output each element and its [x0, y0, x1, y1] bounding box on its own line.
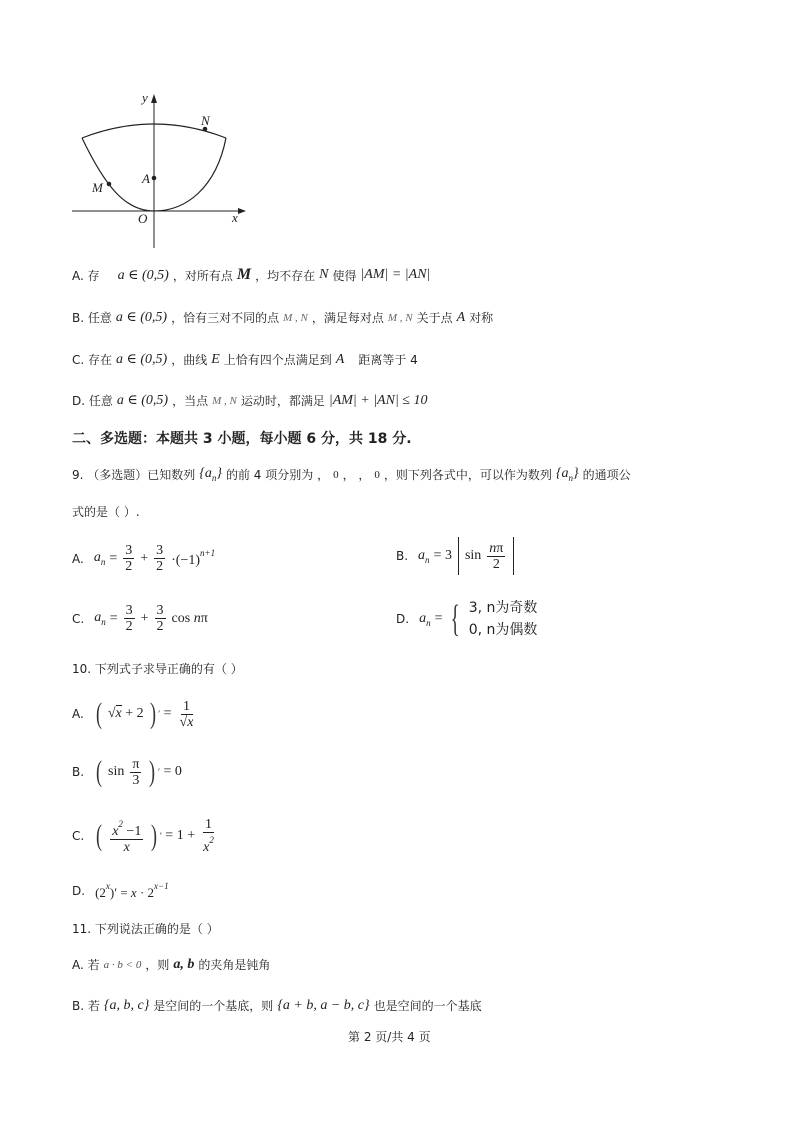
- option-text: ，满足每对点: [311, 311, 384, 325]
- seq-sub: n: [568, 473, 574, 483]
- q9-option-c: C. $a_n$ = $\frac{3}{2}$ + $\frac{3}{2}$ cos nπ: [72, 603, 208, 634]
- option-text: 距离等于 4: [358, 353, 418, 367]
- value-zero: 0: [374, 468, 380, 481]
- q9-stem-line2: 式的是（ ）.: [72, 505, 140, 519]
- option-text: 对称: [469, 311, 494, 325]
- q10-option-a: A. ( √x + 2 ) ′ = $\frac{1}{√x}$: [72, 697, 194, 730]
- math-expr: {a, b, c}: [103, 997, 150, 1013]
- question-text: 的通项公: [582, 468, 631, 482]
- option-text: 上恰有四个点满足到: [223, 353, 332, 367]
- option-label: A. 若: [72, 958, 100, 972]
- math-expr: a ∈ (0,5): [115, 310, 168, 325]
- math-expr: A: [456, 309, 466, 325]
- page-footer: 第 2 页/共 4 页: [348, 1030, 431, 1044]
- option-text: 运动时，都满足: [240, 394, 325, 408]
- option-label: B. 若: [72, 999, 100, 1013]
- q9-option-a: A. $a_n$ = $\frac{3}{2}$ + $\frac{3}{2}$ $\cdot(-1)^{n+1}$: [72, 543, 216, 574]
- math-expr: a ∈ (0,5): [116, 393, 169, 408]
- math-expr: |AM| = |AN|: [360, 267, 431, 282]
- math-expr: a ∈ (0,5): [117, 267, 169, 283]
- question-text: ，则下列各式中，可以作为数列: [383, 468, 552, 482]
- math-expr: {a + b, a − b, c}: [277, 997, 370, 1013]
- q11-title: 11. 下列说法正确的是（ ）: [72, 922, 219, 936]
- math-expr: a ∈ (0,5): [116, 352, 168, 367]
- math-expr: E: [211, 351, 220, 367]
- x-axis-arrow-icon: [238, 208, 246, 214]
- seq-open: {a: [555, 466, 569, 481]
- q8-option-b: [72, 309, 493, 326]
- sequence-notation: [556, 466, 579, 483]
- seq-open: {a: [199, 466, 212, 481]
- q8-option-c: [72, 351, 418, 368]
- option-label: C.: [72, 611, 85, 626]
- sequence-notation: [199, 466, 222, 483]
- option-text: 是空间的一个基底，则: [153, 999, 274, 1013]
- option-label: B.: [72, 765, 85, 779]
- option-label: D. 任意: [72, 394, 113, 408]
- value-zero: 0: [333, 468, 339, 481]
- option-label: A.: [72, 707, 84, 721]
- origin-label: O: [138, 211, 148, 226]
- q10-title: 10. 下列式子求导正确的有（ ）: [72, 662, 243, 676]
- seq-close: }: [573, 466, 579, 481]
- case-even: 0, n为偶数: [468, 622, 538, 638]
- q9-option-b: B. $a_n$ = 3 sin $\frac{n\pi}{2}$: [396, 537, 516, 575]
- q10-option-c: C. ( $\frac{x^2 -1}{x}$ ) ′ = 1 + $\frac{1}{x^2}$: [72, 817, 214, 855]
- point-m-label: M: [92, 180, 103, 195]
- option-label: C. 存在: [72, 353, 113, 367]
- point-a-dot: [152, 176, 157, 181]
- x-axis-label: x: [232, 210, 238, 225]
- math-expr: |AM| + |AN| ≤ 10: [328, 392, 428, 408]
- option-text: ，则: [145, 958, 170, 972]
- q9-stem-line1: [72, 466, 631, 483]
- math-expr: a · b < 0: [103, 958, 142, 971]
- y-axis-arrow-icon: [151, 94, 157, 103]
- point-a-label: A: [142, 171, 150, 186]
- option-label: D.: [72, 884, 86, 898]
- option-text: ，曲线: [171, 353, 208, 367]
- option-label: D.: [396, 612, 410, 626]
- math-expr: M , N: [212, 394, 237, 407]
- option-label: B. 任意: [72, 311, 112, 325]
- option-label: A. 存: [72, 268, 100, 283]
- seq-sub: n: [211, 473, 217, 483]
- question-text: 的前 4 项分别为 ，: [225, 468, 330, 482]
- option-text: ，对所有点: [172, 268, 233, 283]
- math-expr: a, b: [173, 956, 195, 972]
- option-text: ，当点: [172, 394, 209, 408]
- q10-option-d: D. $(2^x)' = x \cdot 2^{x-1}$: [72, 881, 169, 900]
- option-text: 的夹角是钝角: [198, 958, 271, 972]
- q9-option-d: D. $a_n$ = { 3, n为奇数 0, n为偶数: [396, 598, 538, 640]
- option-label: B.: [396, 549, 409, 563]
- curve-figure: [66, 88, 256, 258]
- math-expr: N: [319, 267, 329, 282]
- point-n-label: N: [201, 113, 210, 128]
- point-m-dot: [107, 182, 112, 187]
- option-text: 也是空间的一个基底: [373, 999, 482, 1013]
- y-axis-label: y: [142, 90, 148, 105]
- option-text: 使得: [332, 268, 357, 283]
- option-text: 关于点: [416, 311, 453, 325]
- q11-option-b: [72, 997, 482, 1014]
- q10-option-b: B. ( sin $\frac{\pi}{3}$ ) ′ = 0: [72, 755, 182, 788]
- option-text: ，恰有三对不同的点: [171, 311, 280, 325]
- math-expr: M: [236, 266, 252, 283]
- seq-close: }: [216, 466, 222, 481]
- math-expr: M , N: [283, 311, 308, 324]
- math-expr: M , N: [387, 311, 413, 324]
- option-label: C.: [72, 829, 85, 843]
- option-label: A.: [72, 551, 84, 566]
- option-text: ，均不存在: [255, 268, 316, 283]
- question-text: 9. （多选题）已知数列: [72, 468, 196, 482]
- q8-option-a: [72, 266, 430, 284]
- math-expr: A: [335, 351, 345, 367]
- q8-option-d: [72, 392, 427, 409]
- question-text: ， ，: [342, 468, 371, 482]
- case-odd: 3, n为奇数: [468, 600, 538, 616]
- section-heading: 二、多选题：本题共 3 小题，每小题 6 分，共 18 分.: [72, 431, 412, 447]
- q11-option-a: [72, 956, 270, 973]
